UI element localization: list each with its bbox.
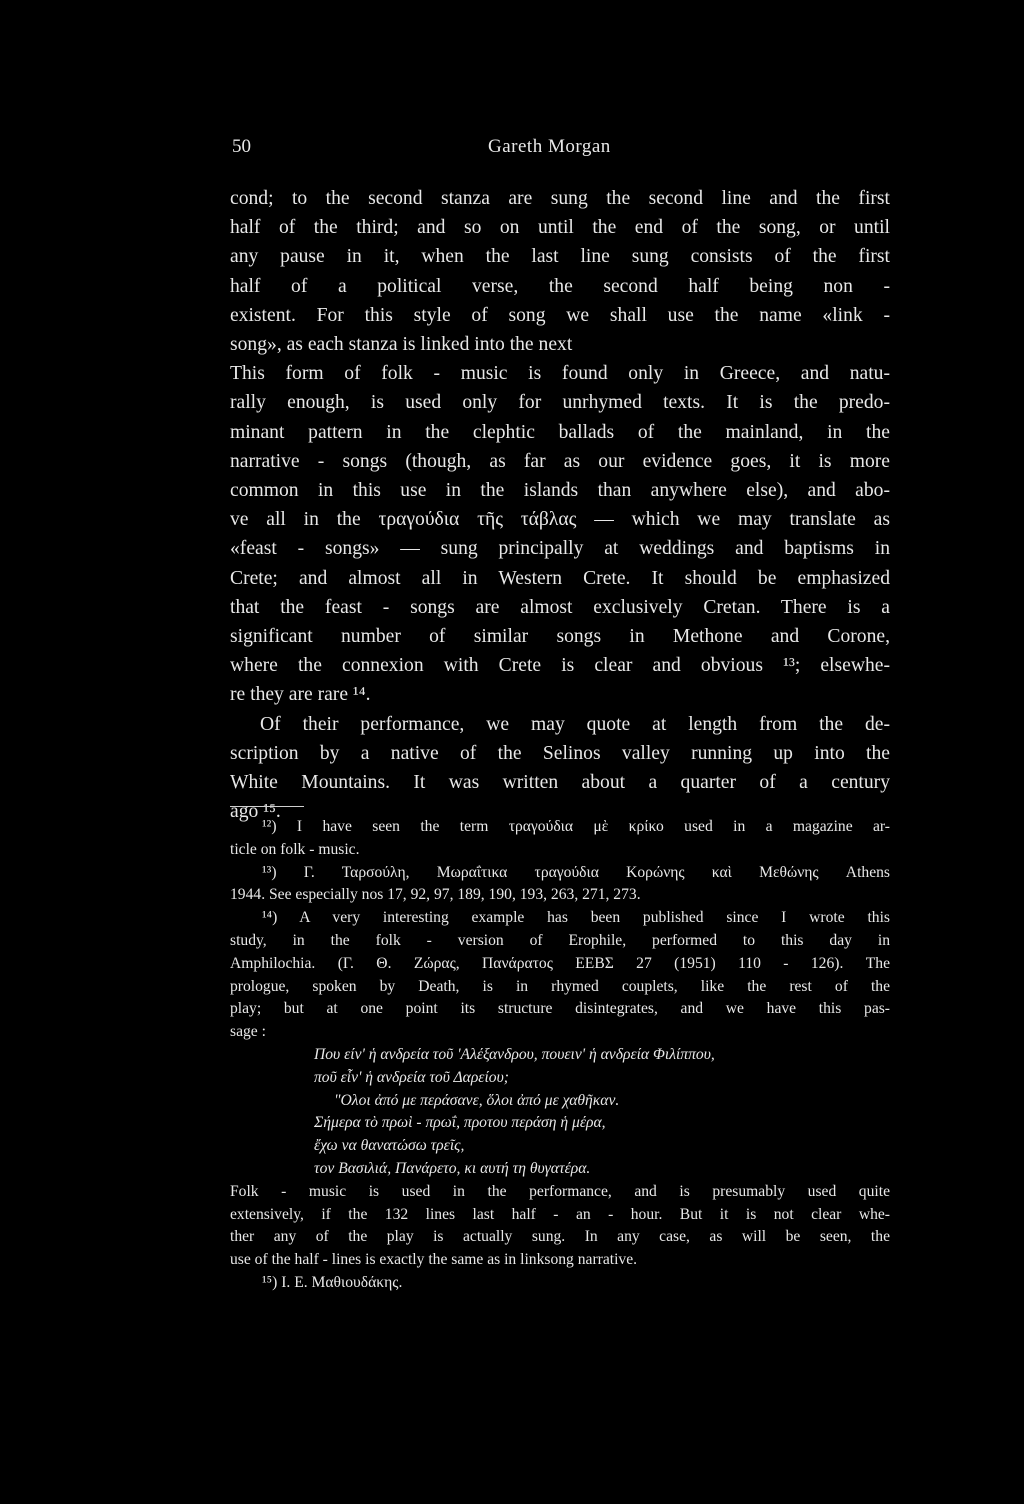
verse-line: Που είν' ἡ ανδρεία τοῦ 'Αλέξανδρου, πουειν' ἡ ανδρεία Φιλίππου, <box>314 1045 715 1063</box>
main-body-text <box>230 184 890 826</box>
footnote-line: extensively, if the 132 lines last half - an - hour. But it is not clear whe- <box>230 1205 890 1223</box>
footnote-line: ¹²) I have seen the term τραγούδια μὲ κρίκο used in a magazine ar- <box>262 818 890 835</box>
body-line: scription by a native of the Selinos valley running up into the <box>230 742 890 764</box>
verse-line: ἔχω να θανατώσω τρεῖς, <box>314 1137 465 1155</box>
body-line: ve all in the τραγούδια τῆς τάβλας — which we may translate as <box>230 509 890 531</box>
body-line: rally enough, is used only for unrhymed texts. It is the predo- <box>230 392 890 414</box>
footnote-line: sage : <box>230 1023 266 1041</box>
body-line: This form of folk - music is found only in Greece, and natu- <box>230 363 890 385</box>
page-number: 50 <box>232 136 251 157</box>
body-line: Crete; and almost all in Western Crete. It should be emphasized <box>230 567 890 589</box>
verse-line: τον Βασιλιά, Πανάρετο, κι αυτή τη θυγατέρα. <box>314 1159 591 1177</box>
body-line: Of their performance, we may quote at length from the de- <box>260 713 890 735</box>
body-line: narrative - songs (though, as far as our evidence goes, it is more <box>230 450 890 472</box>
body-line: existent. For this style of song we shall use the name «link - <box>230 304 890 326</box>
verse-line: Σήμερα τὸ πρωὶ - πρωΐ, προτου περάση ἡ μέρα, <box>314 1114 606 1132</box>
body-line: half of a political verse, the second half being non - <box>230 275 890 297</box>
footnote-line: play; but at one point its structure disintegrates, and we have this pas- <box>230 1000 890 1018</box>
verse-line: "Ολοι ἀπό με περάσανε, ὅλοι ἀπό με χαθῆκαν. <box>334 1091 620 1109</box>
footnote-line: 1944. See especially nos 17, 92, 97, 189, 190, 193, 263, 271, 273. <box>230 886 641 904</box>
body-line: half of the third; and so on until the end of the song, or until <box>230 217 890 239</box>
footnote-line: ¹³) Γ. Ταρσούλη, Μωραΐτικα τραγούδια Κορώνης καὶ Μεθώνης Athens <box>262 863 890 881</box>
page-header <box>232 136 792 166</box>
body-line: cond; to the second stanza are sung the second line and the first <box>230 188 890 209</box>
footnote-line: ¹⁵) Ι. Ε. Μαθιουδάκης. <box>262 1273 403 1291</box>
footnote-line: ther any of the play is actually sung. In any case, as will be seen, the <box>230 1228 890 1246</box>
body-line: minant pattern in the clephtic ballads of the mainland, in the <box>230 421 890 443</box>
body-line: that the feast - songs are almost exclusively Cretan. There is a <box>230 596 890 618</box>
body-line: re they are rare ¹⁴. <box>230 684 371 706</box>
body-line: White Mountains. It was written about a quarter of a century <box>230 772 890 794</box>
body-line: «feast - songs» — sung principally at weddings and baptisms in <box>230 538 890 560</box>
body-line: ago ¹⁵. <box>230 801 281 823</box>
body-line: common in this use in the islands than anywhere else), and abo- <box>230 480 890 502</box>
body-line: significant number of similar songs in Methone and Corone, <box>230 626 890 648</box>
verse-line: ποῦ εἶν' ἡ ανδρεία τοῦ Δαρείου; <box>314 1068 509 1086</box>
footnote-line: Amphilochia. (Γ. Θ. Ζώρας, Πανάρατος ΕΕΒΣ 27 (1951) 110 - 126). The <box>230 954 890 972</box>
footnote-line: Folk - music is used in the performance, and is presumably used quite <box>230 1182 890 1200</box>
body-line: any pause in it, when the last line sung consists of the first <box>230 246 890 268</box>
footnote-line: study, in the folk - version of Erophile, performed to this day in <box>230 931 890 949</box>
footnote-divider <box>230 806 304 807</box>
running-head: Gareth Morgan <box>488 136 611 157</box>
footnote-line: ticle on folk - music. <box>230 840 360 858</box>
body-line: song», as each stanza is linked into the next <box>230 334 573 356</box>
footnote-line: prologue, spoken by Death, is in rhymed couplets, like the rest of the <box>230 977 890 995</box>
footnote-line: use of the half - lines is exactly the same as in linksong narrative. <box>230 1251 638 1269</box>
body-line: where the connexion with Crete is clear and obvious ¹³; elsewhe- <box>230 655 890 677</box>
footnotes <box>230 816 890 1295</box>
footnote-line: ¹⁴) A very interesting example has been published since I wrote this <box>262 909 890 927</box>
